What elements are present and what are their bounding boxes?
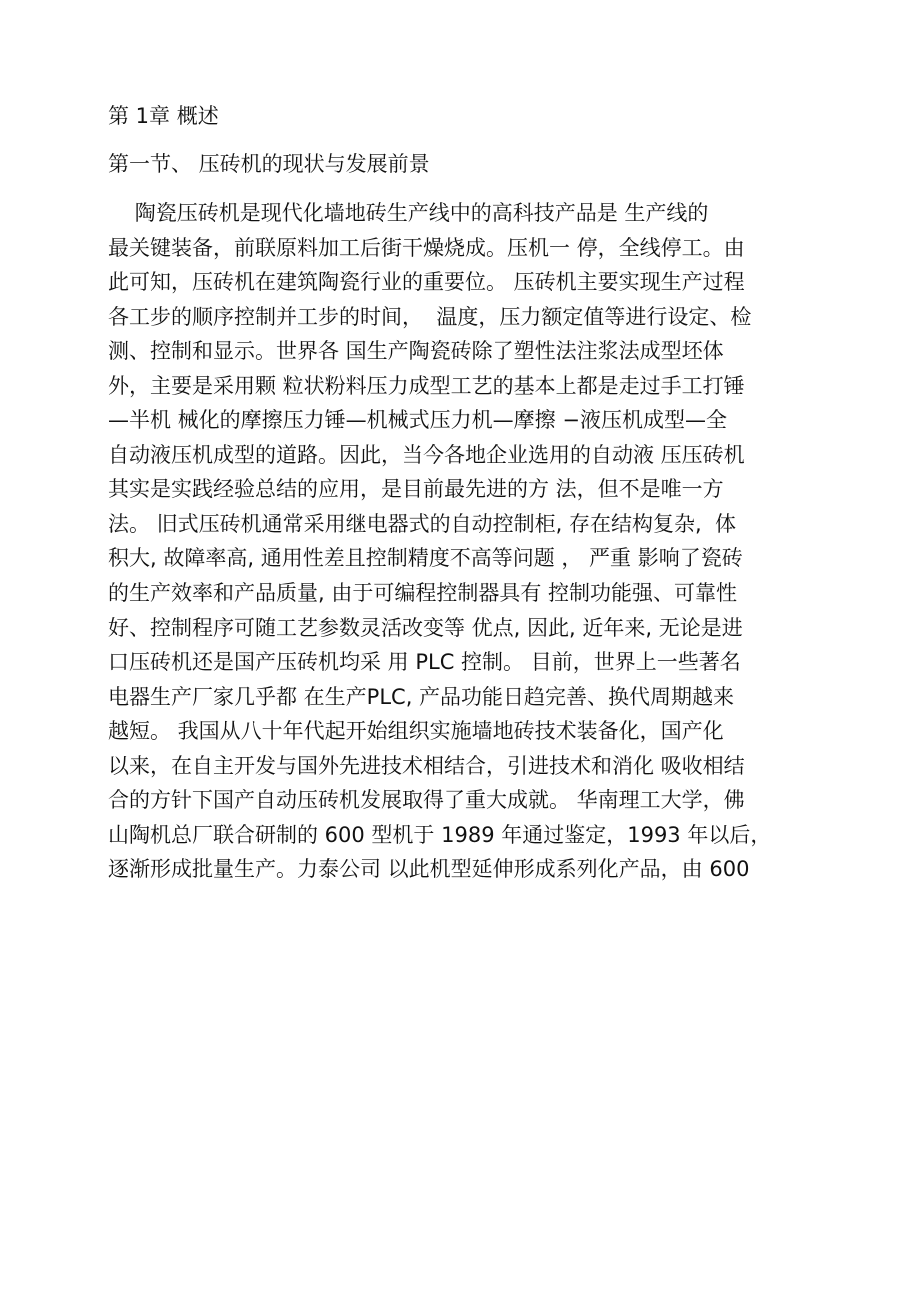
body-line: 的生产效率和产品质量, 由于可编程控制器具有 控制功能强、可靠性	[108, 581, 738, 606]
body-line: 合的方针下国产自动压砖机发展取得了重大成就。 华南理工大学，佛	[108, 788, 745, 813]
body-line: 口压砖机还是国产压砖机均采 用 PLC 控制。 目前，世界上一些著名	[108, 650, 741, 675]
body-line: 各工步的顺序控制并工步的时间， 温度，压力额定值等进行设定、检	[108, 304, 752, 329]
body-line: 以来，在自主开发与国外先进技术相结合，引进技术和消化 吸收相结	[108, 753, 745, 778]
body-line: 自动液压机成型的道路。因此，当今各地企业选用的自动液 压压砖机	[108, 442, 745, 467]
body-line: 测、控制和显示。世界各 国生产陶瓷砖除了塑性法注浆法成型坯体	[108, 339, 724, 364]
body-line: 好、控制程序可随工艺参数灵活改变等 优点, 因此, 近年来, 无论是进	[108, 615, 743, 640]
chapter-title: 第 1章 概述	[108, 104, 219, 128]
body-line: 逐渐形成批量生产。力泰公司 以此机型延伸形成系列化产品，由 600	[108, 857, 750, 882]
body-line: 陶瓷压砖机是现代化墙地砖生产线中的高科技产品是 生产线的	[108, 201, 709, 225]
body-paragraph	[108, 196, 808, 887]
body-line: 积大, 故障率高, 通用性差且控制精度不高等问题 ， 严重 影响了瓷砖	[108, 546, 743, 571]
body-line: 电器生产厂家几乎都 在生产PLC, 产品功能日趋完善、换代周期越来	[108, 684, 735, 709]
body-line: 越短。 我国从八十年代起开始组织实施墙地砖技术装备化，国产化	[108, 719, 724, 744]
body-line: 山陶机总厂联合研制的 600 型机于 1989 年通过鉴定，1993 年以后，	[108, 822, 772, 847]
body-line: 此可知，压砖机在建筑陶瓷行业的重要位。 压砖机主要实现生产过程	[108, 270, 745, 295]
body-line: 法。 旧式压砖机通常采用继电器式的自动控制柜, 存在结构复杂, 体	[108, 511, 737, 536]
body-line: 最关键装备，前联原料加工后街干燥烧成。压机一 停，全线停工。由	[108, 235, 745, 260]
section-title: 第一节、 压砖机的现状与发展前景	[108, 152, 430, 176]
body-line: 其实是实践经验总结的应用，是目前最先进的方 法，但不是唯一方	[108, 477, 724, 502]
body-line: —半机 械化的摩擦压力锤—机械式压力机—摩擦 −液压机成型—全	[108, 408, 727, 433]
body-line: 外，主要是采用颗 粒状粉料压力成型工艺的基本上都是走过手工打锤	[108, 373, 745, 398]
